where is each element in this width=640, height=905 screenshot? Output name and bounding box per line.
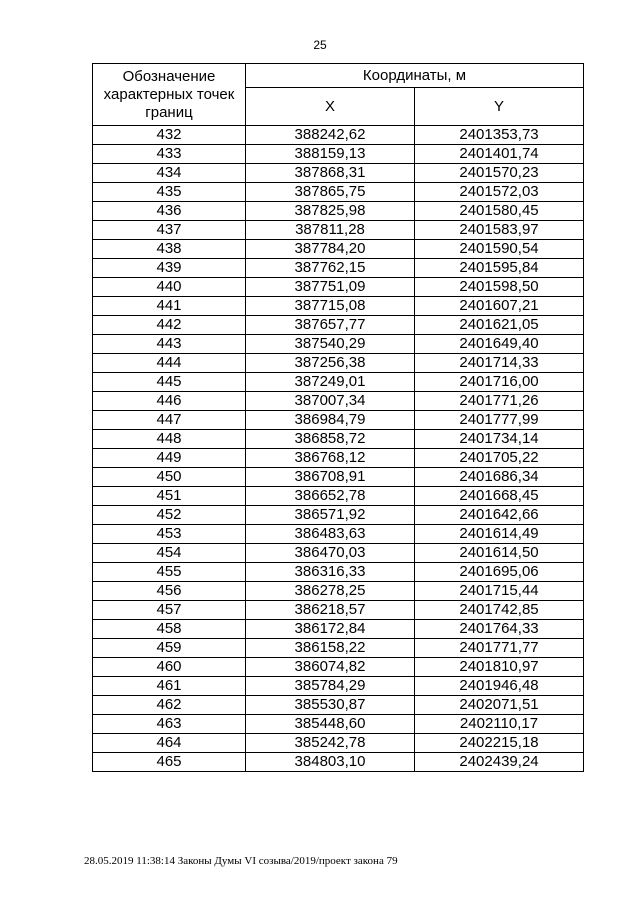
table-row [93, 278, 584, 297]
cell-x: 388242,62 [246, 126, 415, 145]
cell-point: 464 [93, 734, 246, 753]
cell-y: 2402071,51 [415, 696, 584, 715]
cell-x: 387657,77 [246, 316, 415, 335]
cell-x: 386172,84 [246, 620, 415, 639]
cell-x: 387825,98 [246, 202, 415, 221]
table-row [93, 525, 584, 544]
table-row [93, 506, 584, 525]
table-row [93, 430, 584, 449]
cell-y: 2401705,22 [415, 449, 584, 468]
cell-point: 440 [93, 278, 246, 297]
cell-x: 386984,79 [246, 411, 415, 430]
table-row [93, 677, 584, 696]
cell-x: 386158,22 [246, 639, 415, 658]
table-row [93, 126, 584, 145]
cell-point: 455 [93, 563, 246, 582]
cell-point: 463 [93, 715, 246, 734]
cell-y: 2401607,21 [415, 297, 584, 316]
page-number: 25 [313, 38, 327, 52]
cell-point: 446 [93, 392, 246, 411]
cell-y: 2401734,14 [415, 430, 584, 449]
cell-x: 387249,01 [246, 373, 415, 392]
cell-y: 2401401,74 [415, 145, 584, 164]
table-row [93, 392, 584, 411]
cell-y: 2401590,54 [415, 240, 584, 259]
cell-y: 2401764,33 [415, 620, 584, 639]
cell-x: 386218,57 [246, 601, 415, 620]
cell-point: 465 [93, 753, 246, 772]
cell-x: 387784,20 [246, 240, 415, 259]
cell-point: 434 [93, 164, 246, 183]
cell-point: 452 [93, 506, 246, 525]
cell-x: 386708,91 [246, 468, 415, 487]
cell-y: 2401686,34 [415, 468, 584, 487]
document-footer: 28.05.2019 11:38:14 Законы Думы VI созыва/2019/проект закона 79 [84, 855, 398, 867]
cell-x: 386316,33 [246, 563, 415, 582]
table-row [93, 411, 584, 430]
cell-point: 439 [93, 259, 246, 278]
cell-point: 438 [93, 240, 246, 259]
cell-point: 436 [93, 202, 246, 221]
table-row [93, 183, 584, 202]
cell-y: 2401353,73 [415, 126, 584, 145]
cell-y: 2401614,49 [415, 525, 584, 544]
cell-point: 462 [93, 696, 246, 715]
cell-x: 387868,31 [246, 164, 415, 183]
cell-y: 2401771,77 [415, 639, 584, 658]
table-row [93, 639, 584, 658]
cell-point: 458 [93, 620, 246, 639]
table-row [93, 753, 584, 772]
table-row [93, 316, 584, 335]
cell-y: 2401715,44 [415, 582, 584, 601]
table-row [93, 563, 584, 582]
cell-point: 450 [93, 468, 246, 487]
cell-point: 433 [93, 145, 246, 164]
cell-point: 460 [93, 658, 246, 677]
table-row [93, 582, 584, 601]
cell-x: 385530,87 [246, 696, 415, 715]
cell-y: 2402215,18 [415, 734, 584, 753]
cell-x: 386571,92 [246, 506, 415, 525]
cell-point: 432 [93, 126, 246, 145]
cell-y: 2402110,17 [415, 715, 584, 734]
cell-y: 2401621,05 [415, 316, 584, 335]
header-x: X [246, 88, 415, 126]
table-row [93, 164, 584, 183]
table-row [93, 468, 584, 487]
cell-y: 2401649,40 [415, 335, 584, 354]
cell-point: 453 [93, 525, 246, 544]
cell-x: 386652,78 [246, 487, 415, 506]
cell-x: 387751,09 [246, 278, 415, 297]
table-row [93, 335, 584, 354]
table-row [93, 658, 584, 677]
table-body [93, 126, 584, 772]
cell-y: 2401714,33 [415, 354, 584, 373]
table-row [93, 202, 584, 221]
cell-point: 454 [93, 544, 246, 563]
cell-y: 2401695,06 [415, 563, 584, 582]
cell-point: 451 [93, 487, 246, 506]
cell-x: 386074,82 [246, 658, 415, 677]
cell-x: 385784,29 [246, 677, 415, 696]
table-row [93, 449, 584, 468]
cell-point: 445 [93, 373, 246, 392]
table-row [93, 715, 584, 734]
cell-x: 387256,38 [246, 354, 415, 373]
header-y: Y [415, 88, 584, 126]
cell-x: 386483,63 [246, 525, 415, 544]
table-row [93, 696, 584, 715]
cell-point: 441 [93, 297, 246, 316]
table-row [93, 734, 584, 753]
cell-y: 2401598,50 [415, 278, 584, 297]
table-row [93, 620, 584, 639]
cell-point: 437 [93, 221, 246, 240]
cell-y: 2401810,97 [415, 658, 584, 677]
table-row [93, 240, 584, 259]
header-coordinates: Координаты, м [246, 64, 584, 88]
coordinates-table [92, 63, 584, 772]
table-row [93, 259, 584, 278]
cell-y: 2401595,84 [415, 259, 584, 278]
cell-point: 444 [93, 354, 246, 373]
cell-point: 449 [93, 449, 246, 468]
cell-point: 457 [93, 601, 246, 620]
cell-y: 2401570,23 [415, 164, 584, 183]
cell-y: 2401572,03 [415, 183, 584, 202]
cell-point: 456 [93, 582, 246, 601]
cell-x: 385242,78 [246, 734, 415, 753]
cell-point: 443 [93, 335, 246, 354]
table-row [93, 221, 584, 240]
cell-x: 387865,75 [246, 183, 415, 202]
cell-point: 447 [93, 411, 246, 430]
cell-y: 2401668,45 [415, 487, 584, 506]
cell-y: 2401716,00 [415, 373, 584, 392]
cell-x: 385448,60 [246, 715, 415, 734]
cell-y: 2401946,48 [415, 677, 584, 696]
cell-y: 2401580,45 [415, 202, 584, 221]
cell-y: 2401771,26 [415, 392, 584, 411]
cell-y: 2401642,66 [415, 506, 584, 525]
table-row [93, 487, 584, 506]
cell-x: 386768,12 [246, 449, 415, 468]
cell-x: 386278,25 [246, 582, 415, 601]
cell-point: 461 [93, 677, 246, 696]
cell-y: 2401777,99 [415, 411, 584, 430]
cell-point: 435 [93, 183, 246, 202]
table-header [93, 64, 584, 126]
table-row [93, 373, 584, 392]
cell-x: 388159,13 [246, 145, 415, 164]
header-point-designation: Обозначение характерных точек границ [93, 64, 246, 126]
cell-x: 387762,15 [246, 259, 415, 278]
cell-y: 2402439,24 [415, 753, 584, 772]
cell-x: 387811,28 [246, 221, 415, 240]
table-row [93, 297, 584, 316]
cell-x: 386470,03 [246, 544, 415, 563]
cell-x: 386858,72 [246, 430, 415, 449]
cell-point: 442 [93, 316, 246, 335]
table-row [93, 354, 584, 373]
cell-x: 387007,34 [246, 392, 415, 411]
cell-x: 387540,29 [246, 335, 415, 354]
table-row [93, 601, 584, 620]
table-row [93, 145, 584, 164]
cell-y: 2401614,50 [415, 544, 584, 563]
cell-x: 387715,08 [246, 297, 415, 316]
cell-y: 2401583,97 [415, 221, 584, 240]
cell-x: 384803,10 [246, 753, 415, 772]
cell-y: 2401742,85 [415, 601, 584, 620]
cell-point: 448 [93, 430, 246, 449]
table-row [93, 544, 584, 563]
cell-point: 459 [93, 639, 246, 658]
